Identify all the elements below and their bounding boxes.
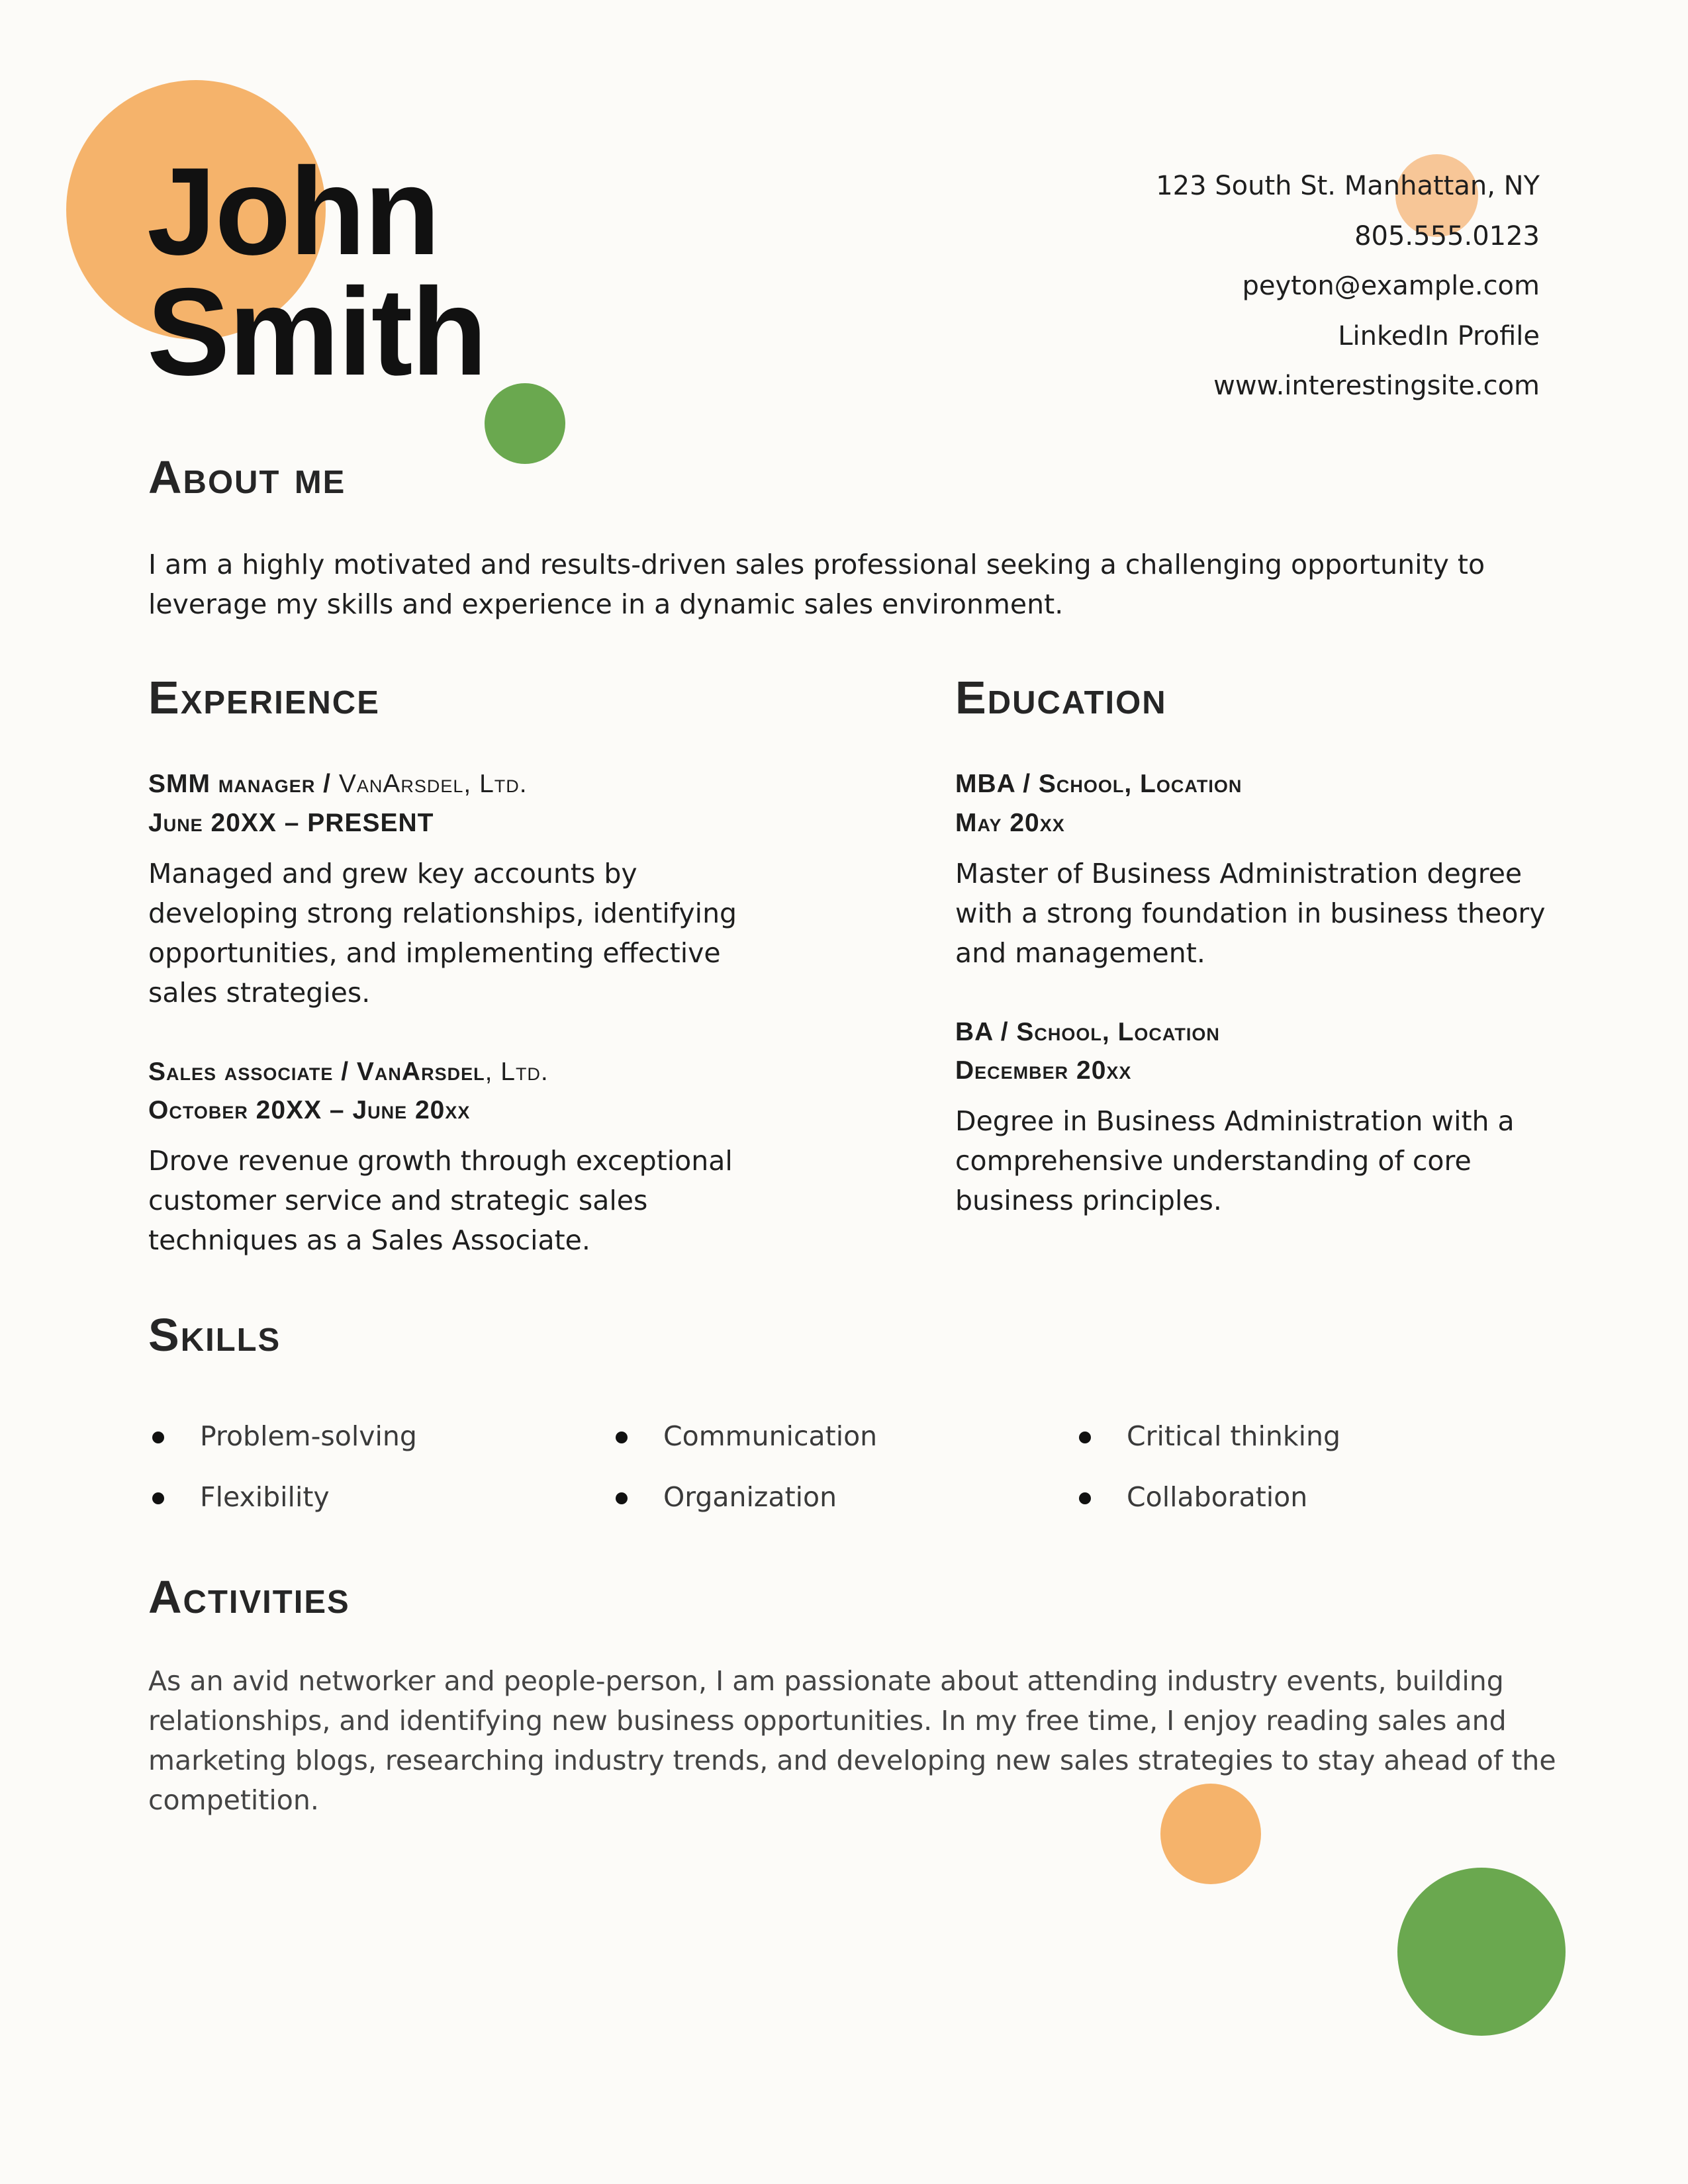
skill-label: Organization [663,1481,837,1513]
last-name: Smith [147,262,487,401]
education-1-title [955,764,1242,804]
activities-line: competition. [148,1784,319,1816]
description-line: Drove revenue growth through exceptional [148,1145,733,1177]
description-line: with a strong foundation in business theory [955,897,1546,929]
experience-1-org: VanArsdel, Ltd. [338,770,528,798]
education-1-degree: MBA / School, Location [955,770,1243,798]
linkedin-link[interactable]: LinkedIn Profile [1338,320,1540,351]
bullet-icon [152,1432,164,1443]
experience-1-title: SMM manager / VanArsdel, Ltd. [148,770,528,798]
skill-label: Flexibility [200,1481,330,1513]
education-1-description [955,854,1551,973]
phone: 805.555.0123 [1354,220,1540,251]
description-line: business principles. [955,1185,1222,1216]
experience-2-title: Sales associate / VanArsdel, Ltd. [148,1058,549,1086]
website-link[interactable]: www.interestingsite.com [1213,371,1540,401]
description-line: Master of Business Administration degree [955,858,1523,889]
about-line: I am a highly motivated and results-driven sales professional seeking a challenging opportunity to [148,549,1485,580]
education-1-date: May 20xx [955,809,1065,837]
bullet-icon [152,1492,164,1504]
activities-line: relationships, and identifying new business opportunities. In my free time, I enjoy reading sales and [148,1705,1507,1737]
skill-item [1074,1416,1340,1456]
activities-text [148,1661,1565,1820]
skills-heading: Skills [148,1309,281,1361]
education-2-title [955,1013,1220,1052]
description-line: Degree in Business Administration with a [955,1105,1515,1137]
description-line: sales strategies. [148,977,371,1009]
activities-line: marketing blogs, researching industry trends, and developing new sales strategies to stay ahead of the [148,1745,1556,1776]
experience-2-role: Sales associate [148,1058,334,1086]
skill-item [1074,1477,1307,1517]
description-line: comprehensive understanding of core [955,1145,1472,1177]
experience-2-dates: October 20XX – June 20xx [148,1096,471,1124]
skill-label: Collaboration [1127,1481,1308,1513]
skill-item [610,1416,877,1456]
skill-label: Critical thinking [1127,1420,1341,1452]
experience-heading: Experience [148,672,380,723]
experience-1-dates: June 20XX – PRESENT [148,809,434,837]
skill-label: Problem-solving [200,1420,417,1452]
skill-item [147,1477,330,1517]
bullet-icon [616,1492,628,1504]
experience-2-description [148,1141,876,1260]
description-line: developing strong relationships, identifying [148,897,737,929]
about-line: leverage my skills and experience in a dynamic sales environment. [148,588,1064,620]
education-2-date: December 20xx [955,1056,1132,1085]
description-line: customer service and strategic sales [148,1185,648,1216]
activities-heading: Activities [148,1571,350,1623]
address: 123 South St. Manhattan, NY [1156,171,1540,201]
experience-1-description [148,854,810,1013]
decorative-green-circle-bottom [1397,1868,1566,2036]
description-line: Managed and grew key accounts by [148,858,637,889]
first-name: John [147,142,440,281]
experience-1-role: SMM manager [148,770,316,798]
decorative-green-circle-small [485,383,565,464]
bullet-icon [1079,1432,1091,1443]
education-2-degree: BA / School, Location [955,1018,1220,1046]
activities-line: As an avid networker and people-person, I am passionate about attending industry events, building [148,1665,1504,1697]
email-link[interactable]: peyton@example.com [1242,271,1540,301]
skill-item [147,1416,417,1456]
bullet-icon [1079,1492,1091,1504]
education-heading: Education [955,672,1167,723]
experience-2-org: VanArsdel [356,1058,485,1086]
about-heading: About me [148,451,346,503]
description-line: and management. [955,937,1205,969]
experience-2-org-suffix: , Ltd. [485,1058,549,1086]
about-text [148,545,1552,624]
bullet-icon [616,1432,628,1443]
description-line: techniques as a Sales Associate. [148,1224,590,1256]
education-2-description [955,1101,1551,1220]
contact-info [1156,161,1540,412]
description-line: opportunities, and implementing effective [148,937,721,969]
skill-item [610,1477,837,1517]
candidate-name [147,142,487,401]
skill-label: Communication [663,1420,878,1452]
